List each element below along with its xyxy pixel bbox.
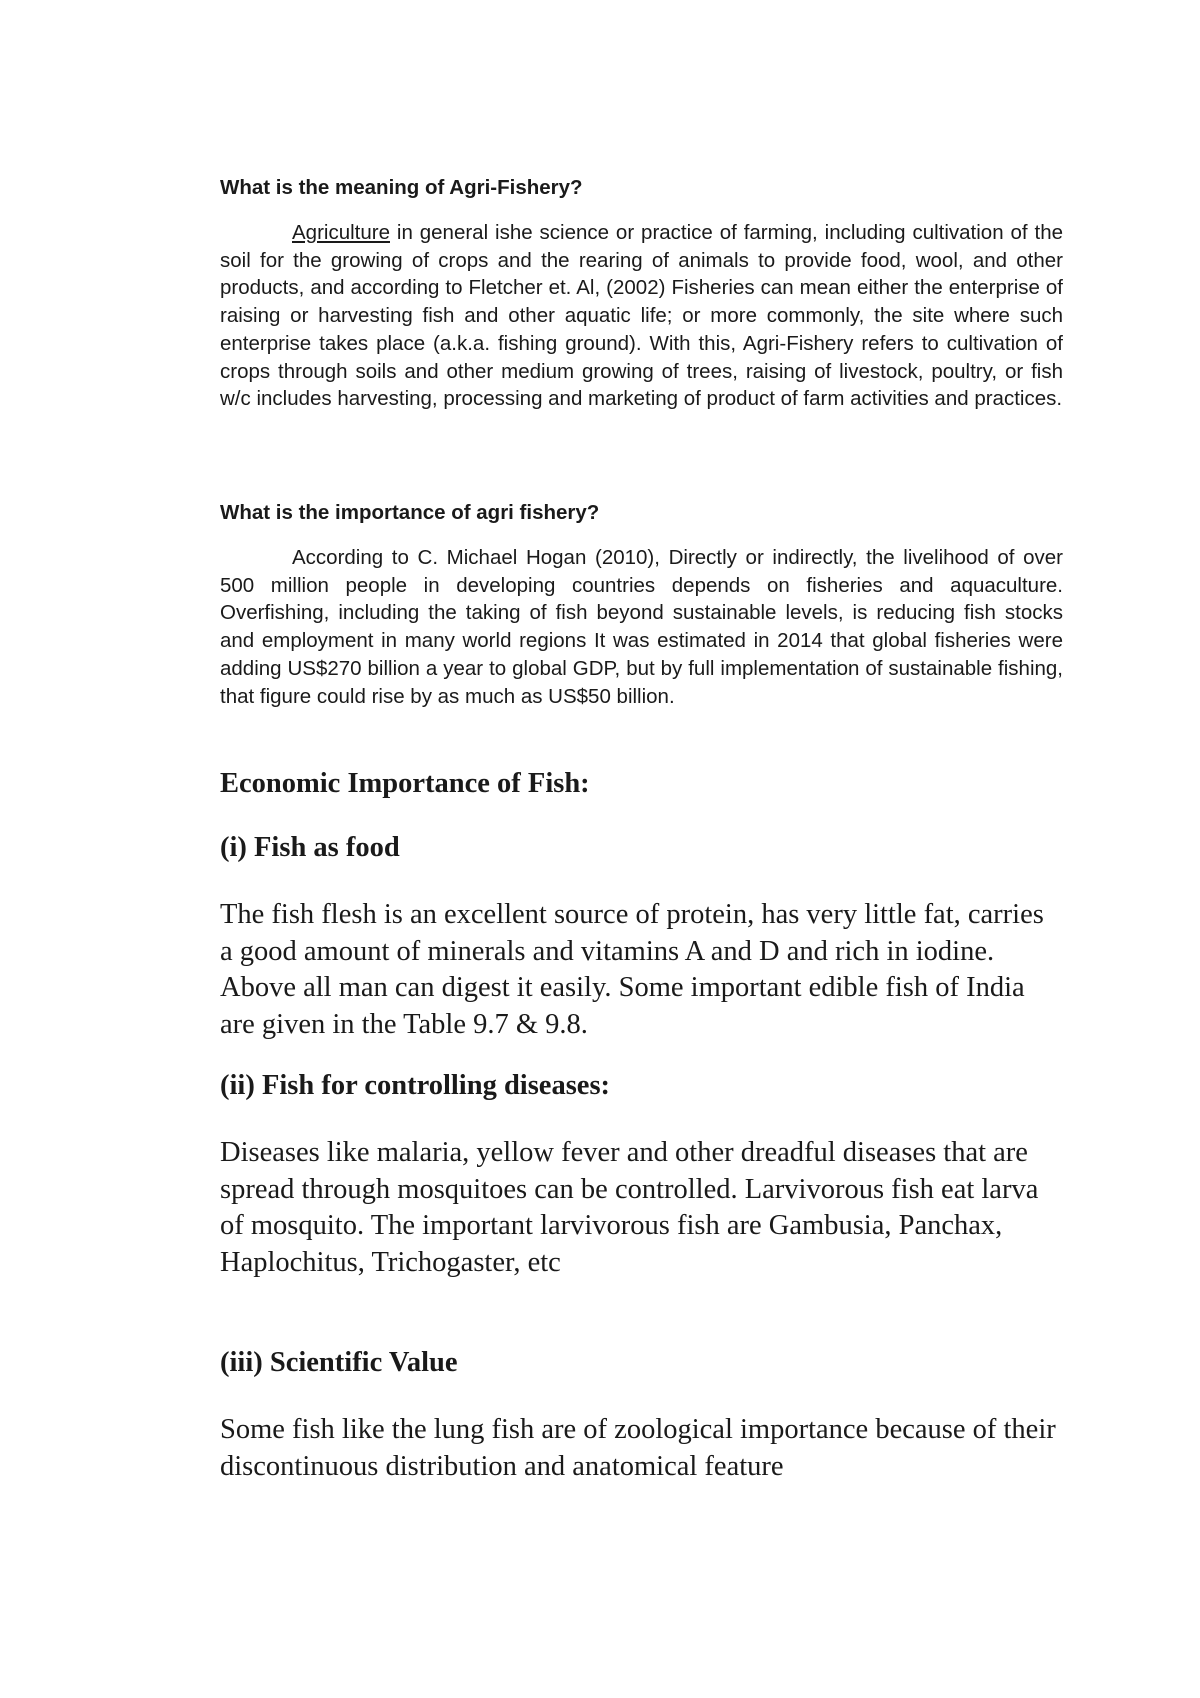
meaning-heading: What is the meaning of Agri-Fishery? [220,176,583,199]
fish-as-food-paragraph: The fish flesh is an excellent source of protein, has very little fat, carries a good amount of minerals and vitamins A and D and rich in iodine. Above all man can digest it easily. Some important edible fish of India are given in the Table 9.7 & 9.8. [220,899,1044,1040]
agriculture-term: Agriculture [292,221,390,244]
controlling-diseases-title: (ii) Fish for controlling diseases: [220,1070,611,1101]
scientific-value-paragraph: Some fish like the lung fish are of zoological importance because of their discontinuous distribution and anatomical feature [220,1414,1056,1482]
importance-heading: What is the importance of agri fishery? [220,501,600,524]
controlling-diseases-paragraph: Diseases like malaria, yellow fever and other dreadful diseases that are spread through mosquitoes can be controlled. Larvivorous fish eat larva of mosquito. The important larvivorous fish are Gambusia, Panchax, Haplochitus, Trichogaster, etc [220,1137,1039,1278]
scientific-value-title: (iii) Scientific Value [220,1347,458,1378]
meaning-paragraph [220,219,1063,413]
importance-paragraph: According to C. Michael Hogan (2010), Directly or indirectly, the livelihood of over 500 million people in developing countries depends on fisheries and aquaculture. Overfishing, including the taking of fish beyond sustainable levels, is reducing fish stocks and employment in many world regions It was estimated in 2014 that global fisheries were adding US$270 billion a year to global GDP, but by full implementation of sustainable fishing, that figure could rise by as much as US$50 billion. [220,546,1063,708]
economic-importance-heading: Economic Importance of Fish: [220,768,590,799]
fish-as-food-title: (i) Fish as food [220,832,400,863]
meaning-paragraph-text: in general ishe science or practice of farming, including cultivation of the soil for the growing of crops and the rearing of animals to provide food, wool, and other products, and according to Fletcher et. Al, (2002) Fisheries can mean either the enterprise of raising or harvesting fish and other aquatic life; or more commonly, the site where such enterprise takes place (a.k.a. fishing ground). With this, Agri-Fishery refers to cultivation of crops through soils and other medium growing of trees, raising of livestock, poultry, or fish w/c includes harvesting, processing and marketing of product of farm activities and practices. [220,221,1063,411]
